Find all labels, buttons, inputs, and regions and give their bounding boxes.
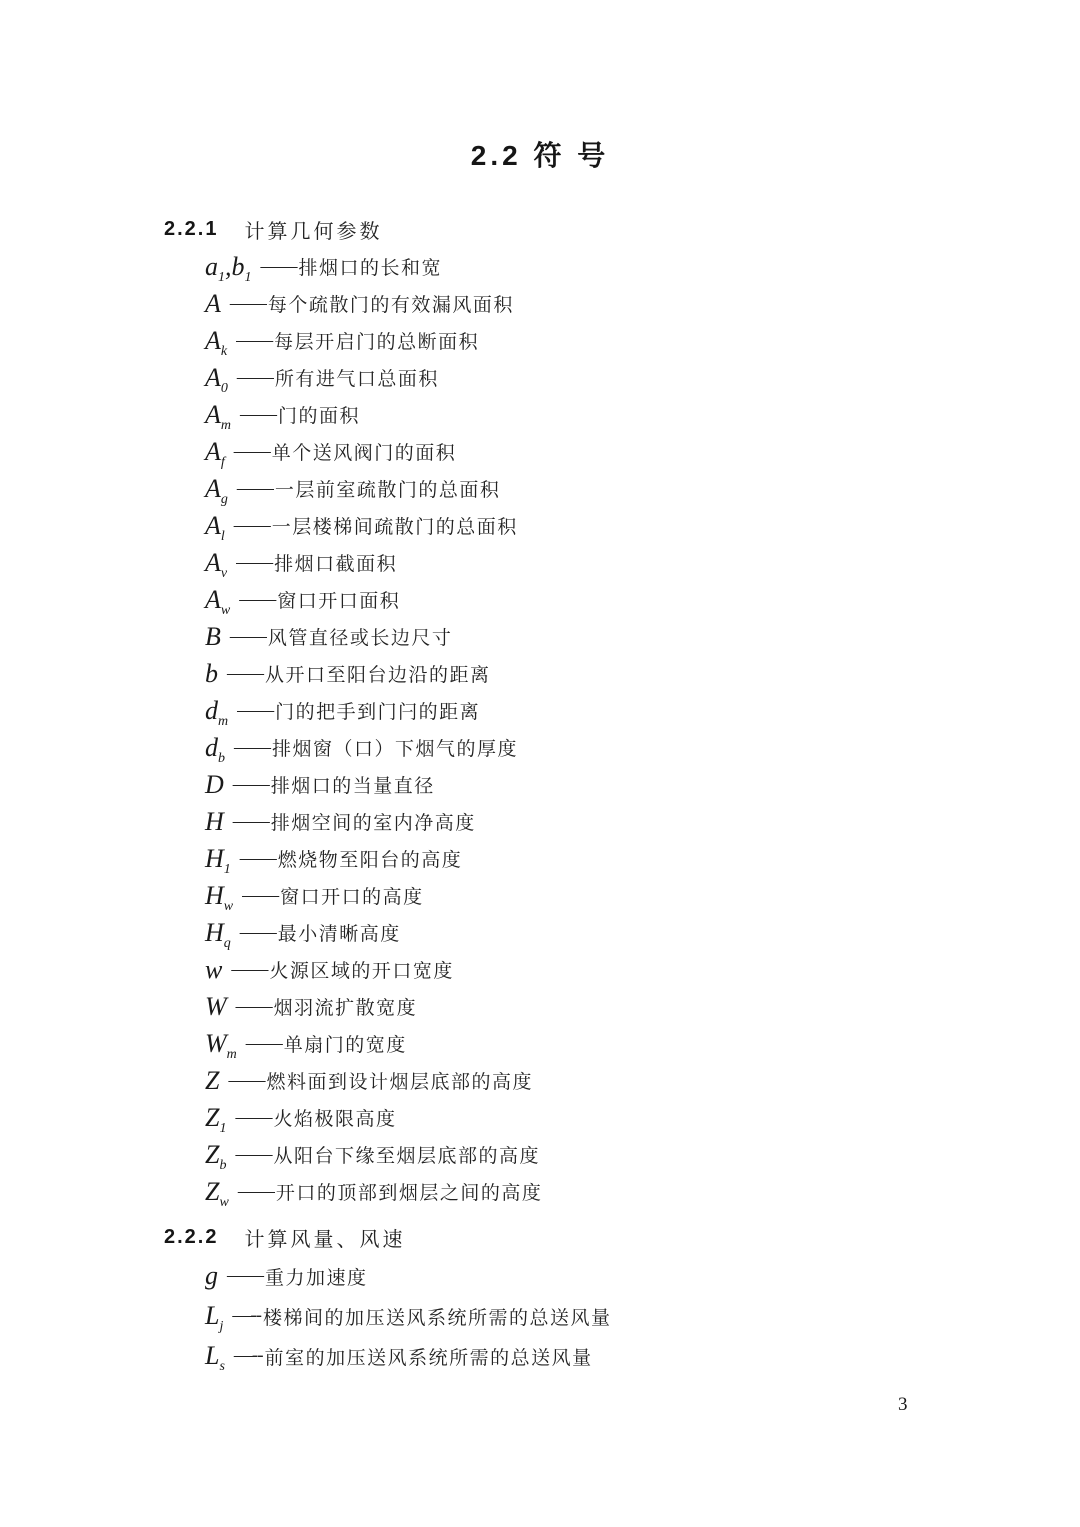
section-number: 2.2.2: [164, 1225, 219, 1248]
symbol: w: [205, 954, 223, 984]
section-heading-row: [164, 210, 1080, 248]
symbol: A: [205, 288, 221, 318]
symbol: $d_m$: [205, 695, 229, 729]
section-heading: 计算风量、风速: [244, 1228, 406, 1251]
dash-separator: —--: [233, 1345, 263, 1366]
symbol: $A_g$: [205, 473, 228, 507]
definition: 开口的顶部到烟层之间的高度: [275, 1183, 543, 1204]
dash-separator: ——: [236, 477, 273, 499]
dash-separator: ——: [242, 884, 279, 906]
definition: 排烟窗（口）下烟气的厚度: [272, 739, 519, 760]
definition: 窗口开口的高度: [280, 887, 424, 908]
dash-separator: ——: [236, 366, 273, 388]
dash-separator: ——: [245, 1032, 282, 1054]
symbol: $H_1$: [205, 843, 231, 877]
dash-separator: ——: [227, 662, 263, 684]
symbol: D: [205, 769, 224, 799]
symbol-list: [0, 1256, 1080, 1376]
section-heading: 计算几何参数: [244, 220, 383, 243]
symbol-definition-row: [205, 988, 1080, 1025]
symbol: H: [205, 806, 224, 836]
symbol-definition-row: [205, 840, 1080, 877]
section-heading-row: [164, 1218, 1080, 1256]
symbol-definition-row: [205, 507, 1080, 544]
symbol: g: [205, 1261, 218, 1290]
symbol-definition-row: [205, 655, 1080, 692]
symbol-definition-row: [205, 1025, 1080, 1062]
definition: 最小清晰高度: [277, 924, 401, 945]
definition: 风管直径或长边尺寸: [267, 628, 453, 649]
dash-separator: ——: [233, 440, 270, 462]
symbol: $H_w$: [205, 880, 234, 914]
definition: 燃烧物至阳台的高度: [277, 850, 463, 871]
symbol-definition-row: [205, 692, 1080, 729]
dash-separator: ——: [233, 514, 270, 536]
symbol-definition-row: [205, 433, 1080, 470]
symbol-definition-row: [205, 1296, 1080, 1336]
symbol: $d_b$: [205, 732, 225, 766]
symbol: $L_j$: [205, 1301, 224, 1335]
symbol-definition-row: [205, 1336, 1080, 1376]
symbol: $A_f$: [205, 436, 225, 470]
symbol: $A_k$: [205, 325, 228, 359]
symbol: $W_m$: [205, 1028, 237, 1062]
dash-separator: ——: [260, 255, 297, 277]
definition: 排烟口的当量直径: [270, 776, 435, 797]
definition: 单扇门的宽度: [283, 1035, 407, 1056]
dash-separator: ——: [240, 403, 277, 425]
dash-separator: ——: [239, 921, 276, 943]
dash-separator: ——: [235, 995, 272, 1017]
definition: 门的面积: [278, 406, 361, 427]
definition: 一层楼梯间疏散门的总面积: [271, 517, 518, 538]
definition: 火源区域的开口宽度: [269, 961, 454, 982]
symbol-definition-row: [205, 766, 1080, 803]
dash-separator: ——: [232, 773, 269, 795]
symbol-definition-row: [205, 914, 1080, 951]
definition: 燃料面到设计烟层底部的高度: [266, 1072, 533, 1093]
definition: 火焰极限高度: [273, 1109, 397, 1130]
symbol-definition-row: [205, 470, 1080, 507]
dash-separator: ——: [227, 1265, 263, 1286]
dash-separator: ——: [231, 958, 268, 980]
symbol: Z: [205, 1065, 220, 1095]
symbol-definition-row: [205, 396, 1080, 433]
definition: 排烟空间的室内净高度: [270, 813, 476, 834]
definition: 烟羽流扩散宽度: [273, 998, 418, 1019]
symbols-content: [0, 210, 1080, 1376]
symbol-list: [0, 248, 1080, 1210]
symbol: $L_s$: [205, 1341, 225, 1375]
symbol: $A_l$: [205, 510, 225, 544]
dash-separator: ——: [232, 810, 269, 832]
section: [0, 210, 1080, 1210]
symbol-definition-row: [205, 248, 1080, 285]
definition: 门的把手到门闩的距离: [275, 702, 481, 723]
symbol: $Z_w$: [205, 1176, 229, 1210]
symbol: $H_q$: [205, 917, 231, 951]
symbol: $a_1,b_1$: [205, 251, 252, 285]
symbol: b: [205, 658, 218, 688]
definition: 每层开启门的总断面积: [274, 332, 480, 353]
dash-separator: ——: [237, 699, 274, 721]
definition: 楼梯间的加压送风系统所需的总送风量: [263, 1307, 612, 1329]
definition: 从开口至阳台边沿的距离: [265, 665, 491, 686]
dash-separator: ——: [235, 1106, 272, 1128]
definition: 前室的加压送风系统所需的总送风量: [264, 1347, 593, 1369]
symbol-definition-row: [205, 1099, 1080, 1136]
symbol: $A_m$: [205, 399, 232, 433]
symbol-definition-row: [205, 877, 1080, 914]
definition: 一层前室疏散门的总面积: [274, 480, 501, 501]
symbol: $A_w$: [205, 584, 231, 618]
symbol-definition-row: [205, 729, 1080, 766]
definition: 排烟口的长和宽: [298, 258, 443, 279]
symbol-definition-row: [205, 1136, 1080, 1173]
symbol: $Z_b$: [205, 1139, 227, 1173]
symbol: $Z_1$: [205, 1102, 227, 1136]
dash-separator: ——: [229, 292, 266, 314]
symbol-definition-row: [205, 1062, 1080, 1099]
dash-separator: ——: [228, 1069, 265, 1091]
symbol-definition-row: [205, 1256, 1080, 1296]
definition: 每个疏散门的有效漏风面积: [267, 295, 514, 316]
symbol-definition-row: [205, 322, 1080, 359]
section: [0, 1218, 1080, 1376]
definition: 窗口开口面积: [277, 591, 401, 612]
dash-separator: ——: [236, 329, 273, 351]
definition: 单个送风阀门的面积: [271, 443, 457, 464]
definition: 排烟口截面积: [274, 554, 398, 575]
symbol-definition-row: [205, 803, 1080, 840]
definition: 所有进气口总面积: [274, 369, 439, 390]
dash-separator: ——: [239, 588, 276, 610]
symbol-definition-row: [205, 544, 1080, 581]
symbol-definition-row: [205, 951, 1080, 988]
section-number: 2.2.1: [164, 217, 219, 240]
symbol-definition-row: [205, 359, 1080, 396]
dash-separator: ——: [239, 847, 276, 869]
symbol: $A_0$: [205, 362, 228, 396]
definition: 重力加速度: [265, 1267, 368, 1289]
definition: 从阳台下缘至烟层底部的高度: [273, 1146, 540, 1167]
dash-separator: —--: [232, 1305, 262, 1326]
page-title: 2.2 符 号: [470, 140, 610, 171]
dash-separator: ——: [237, 1180, 274, 1202]
symbol: W: [205, 991, 227, 1021]
symbol-definition-row: [205, 285, 1080, 322]
symbol-definition-row: [205, 618, 1080, 655]
symbol-definition-row: [205, 1173, 1080, 1210]
dash-separator: ——: [234, 736, 270, 758]
page-number: 3: [898, 1394, 908, 1415]
symbol: B: [205, 621, 221, 651]
symbol: $A_v$: [205, 547, 228, 581]
dash-separator: ——: [235, 1143, 272, 1165]
symbol-definition-row: [205, 581, 1080, 618]
dash-separator: ——: [236, 551, 273, 573]
dash-separator: ——: [229, 625, 266, 647]
